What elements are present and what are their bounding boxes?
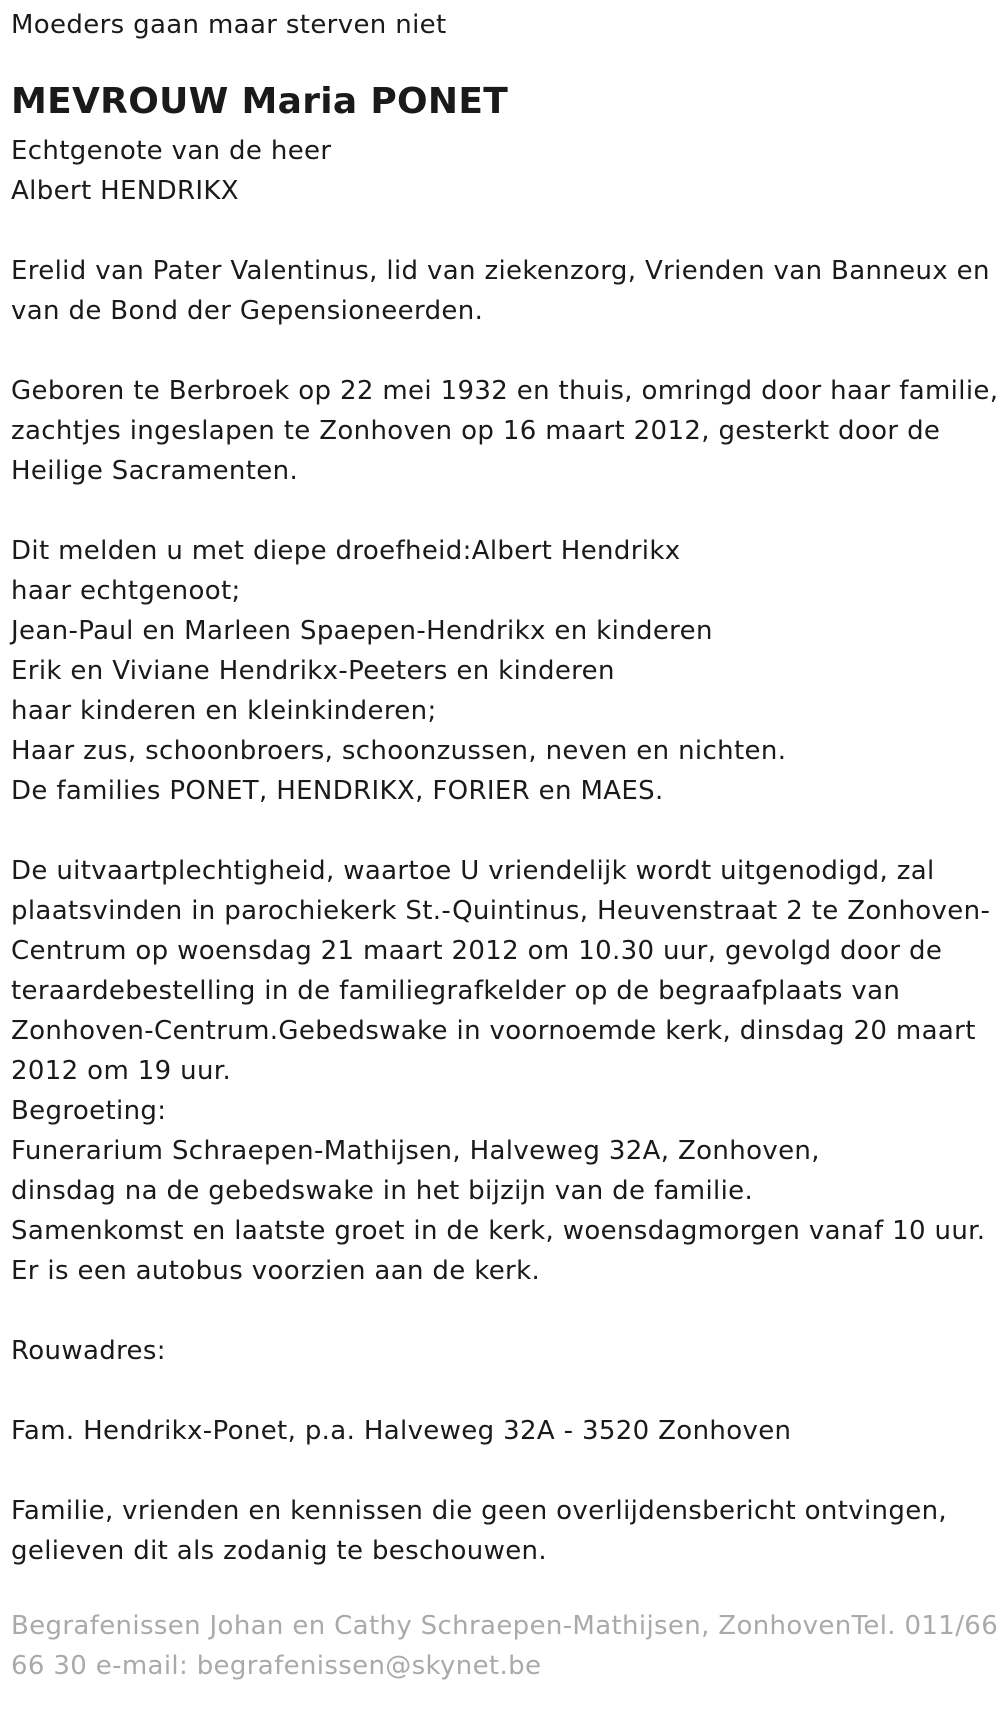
ceremony-line: Samenkomst en laatste groet in de kerk, woensdagmorgen vanaf 10 uur. <box>11 1216 986 1246</box>
ceremony-line: Er is een autobus voorzien aan de kerk. <box>11 1256 541 1286</box>
memberships-block <box>11 251 1000 331</box>
spacer <box>11 1291 1000 1331</box>
address-line: Fam. Hendrikx-Ponet, p.a. Halveweg 32A - 3520 Zonhoven <box>11 1416 792 1446</box>
birth-death-line: zachtjes ingeslapen te Zonhoven op 16 maart 2012, gesterkt door de <box>11 416 941 446</box>
footer-line: 66 30 e-mail: begrafenissen@skynet.be <box>11 1651 542 1681</box>
memberships-line: van de Bond der Gepensioneerden. <box>11 296 484 326</box>
spouse-line: Albert HENDRIKX <box>11 176 239 206</box>
intro-line: Moeders gaan maar sterven niet <box>11 10 447 40</box>
family-line: Haar zus, schoonbroers, schoonzussen, neven en nichten. <box>11 736 787 766</box>
address-label: Rouwadres: <box>11 1336 166 1366</box>
ceremony-line: 2012 om 19 uur. <box>11 1056 232 1086</box>
ceremony-line: De uitvaartplechtigheid, waartoe U vriendelijk wordt uitgenodigd, zal <box>11 856 935 886</box>
birth-death-line: Geboren te Berbroek op 22 mei 1932 en thuis, omringd door haar familie, <box>11 376 999 406</box>
spacer <box>11 331 1000 371</box>
footer-line: Begrafenissen Johan en Cathy Schraepen-Mathijsen, ZonhovenTel. 011/66 <box>11 1611 999 1641</box>
obituary-document <box>0 5 1000 1715</box>
closing-block <box>11 1491 1000 1571</box>
family-line: haar kinderen en kleinkinderen; <box>11 696 437 726</box>
ceremony-block <box>11 851 1000 1291</box>
birth-death-line: Heilige Sacramenten. <box>11 456 299 486</box>
ceremony-line: dinsdag na de gebedswake in het bijzijn van de familie. <box>11 1176 754 1206</box>
family-line: haar echtgenoot; <box>11 576 241 606</box>
family-line: Dit melden u met diepe droefheid:Albert Hendrikx <box>11 536 681 566</box>
ceremony-line: plaatsvinden in parochiekerk St.-Quintinus, Heuvenstraat 2 te Zonhoven- <box>11 896 991 926</box>
ceremony-line: Begroeting: <box>11 1096 167 1126</box>
ceremony-line: teraardebestelling in de familiegrafkelder op de begraafplaats van <box>11 976 901 1006</box>
spacer <box>11 1371 1000 1411</box>
closing-line: gelieven dit als zodanig te beschouwen. <box>11 1536 547 1566</box>
ceremony-line: Zonhoven-Centrum.Gebedswake in voornoemde kerk, dinsdag 20 maart <box>11 1016 976 1046</box>
spacer <box>11 211 1000 251</box>
family-line: Erik en Viviane Hendrikx-Peeters en kinderen <box>11 656 615 686</box>
family-line: Jean-Paul en Marleen Spaepen-Hendrikx en kinderen <box>11 616 713 646</box>
spouse-block <box>11 131 1000 211</box>
memberships-line: Erelid van Pater Valentinus, lid van ziekenzorg, Vrienden van Banneux en <box>11 256 990 286</box>
deceased-name: MEVROUW Maria PONET <box>11 81 509 122</box>
family-block <box>11 531 1000 811</box>
birth-death-block <box>11 371 1000 491</box>
funeral-home-footer <box>11 1606 1000 1686</box>
spacer <box>11 491 1000 531</box>
family-line: De families PONET, HENDRIKX, FORIER en MAES. <box>11 776 664 806</box>
ceremony-line: Funerarium Schraepen-Mathijsen, Halveweg 32A, Zonhoven, <box>11 1136 820 1166</box>
spacer <box>11 1451 1000 1491</box>
ceremony-line: Centrum op woensdag 21 maart 2012 om 10.30 uur, gevolgd door de <box>11 936 943 966</box>
spouse-line: Echtgenote van de heer <box>11 136 332 166</box>
spacer <box>11 811 1000 851</box>
closing-line: Familie, vrienden en kennissen die geen overlijdensbericht ontvingen, <box>11 1496 948 1526</box>
